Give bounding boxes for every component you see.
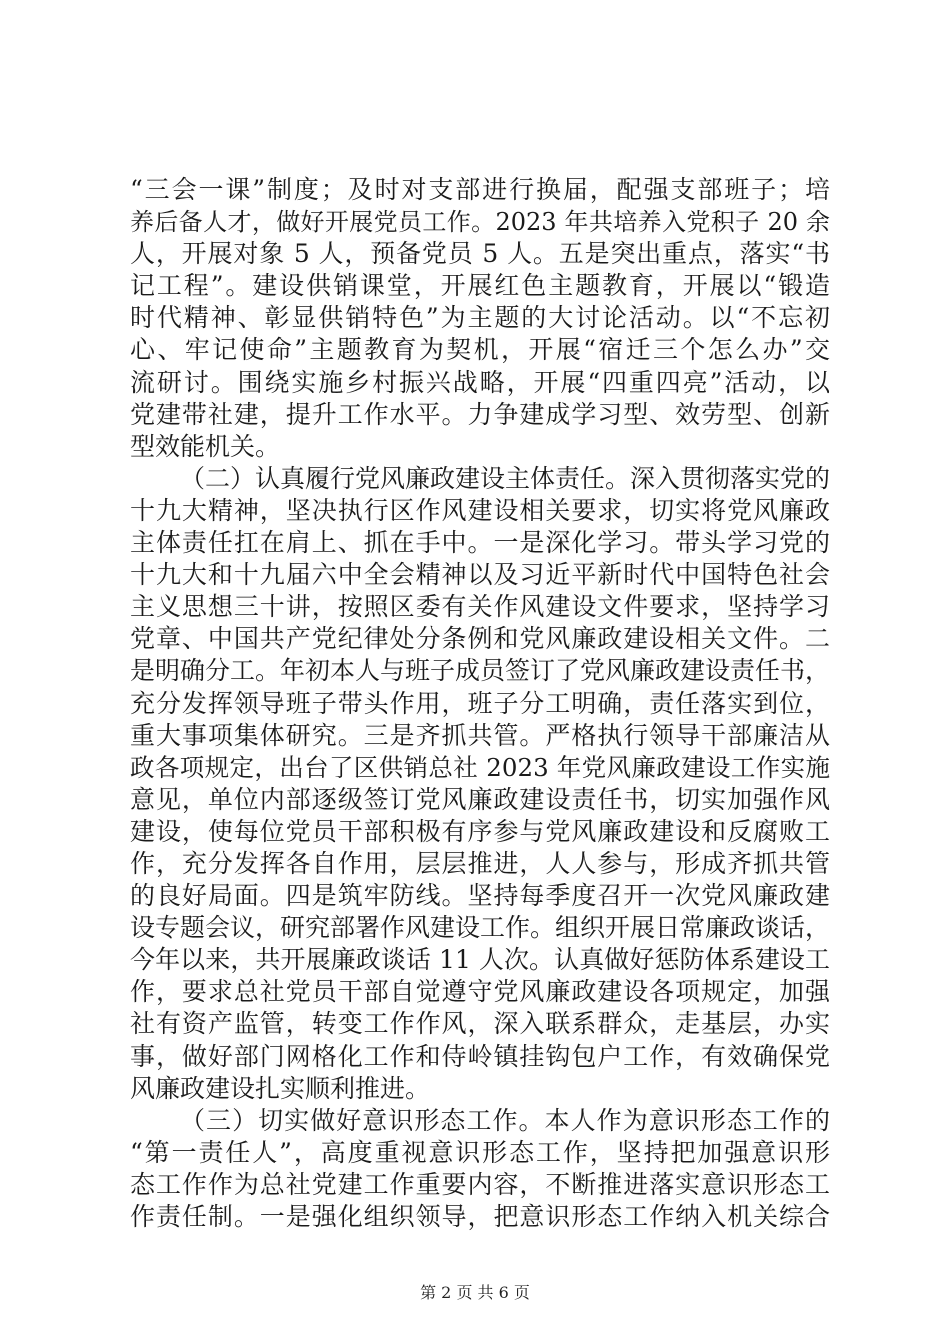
text-line: 记工程”。建设供销课堂，开展红色主题教育，开展以“锻造: [130, 271, 830, 301]
text-line: 党建带社建，提升工作水平。力争建成学习型、效劳型、创新: [130, 399, 830, 429]
text-line: 重大事项集体研究。三是齐抓共管。严格执行领导干部廉洁从: [130, 720, 830, 750]
text-line: 设专题会议，研究部署作风建设工作。组织开展日常廉政谈话，: [130, 913, 831, 943]
text-line: 事，做好部门网格化工作和侍岭镇挂钩包户工作，有效确保党: [130, 1041, 830, 1071]
text-line: “第一责任人”，高度重视意识形态工作，坚持把加强意识形: [130, 1137, 830, 1167]
text-line: 政各项规定，出台了区供销总社 2023 年党风廉政建设工作实施: [130, 752, 830, 782]
text-line: “三会一课”制度；及时对支部进行换届，配强支部班子；培: [130, 175, 830, 204]
paragraph-start-line: （三）切实做好意识形态工作。本人作为意识形态工作的: [180, 1105, 830, 1135]
text-line: 作，充分发挥各自作用，层层推进，人人参与，形成齐抓共管: [130, 848, 830, 878]
text-line: 的良好局面。四是筑牢防线。坚持每季度召开一次党风廉政建: [130, 881, 830, 911]
text-line: 养后备人才，做好开展党员工作。2023 年共培养入党积子 20 余: [130, 208, 830, 237]
paragraph-start-line: （二）认真履行党风廉政建设主体责任。深入贯彻落实党的: [180, 463, 831, 493]
text-line: 作责任制。一是强化组织领导，把意识形态工作纳入机关综合: [130, 1202, 830, 1231]
text-line: 社有资产监管，转变工作作风，深入联系群众，走基层，办实: [130, 1009, 830, 1039]
body-text: [130, 174, 830, 1233]
text-line: 建设，使每位党员干部积极有序参与党风廉政建设和反腐败工: [130, 816, 830, 846]
text-line: 今年以来，共开展廉政谈话 11 人次。认真做好惩防体系建设工: [130, 945, 830, 975]
text-line: 是明确分工。年初本人与班子成员签订了党风廉政建设责任书，: [130, 656, 831, 686]
text-line: 意见，单位内部逐级签订党风廉政建设责任书，切实加强作风: [130, 784, 830, 814]
text-line: 十九大精神，坚决执行区作风建设相关要求，切实将党风廉政: [130, 495, 830, 525]
text-line: 主体责任扛在肩上、抓在手中。一是深化学习。带头学习党的: [130, 528, 830, 558]
text-line: 时代精神、彰显供销特色”为主题的大讨论活动。以“不忘初: [130, 303, 830, 333]
text-line: 作，要求总社党员干部自觉遵守党风廉政建设各项规定，加强: [130, 977, 830, 1007]
text-line: 心、牢记使命”主题教育为契机，开展“宿迁三个怎么办”交: [130, 335, 830, 365]
text-line: 充分发挥领导班子带头作用，班子分工明确，责任落实到位，: [130, 688, 830, 718]
text-line: 态工作作为总社党建工作重要内容，不断推进落实意识形态工: [130, 1169, 830, 1199]
text-line: 风廉政建设扎实顺利推进。: [130, 1073, 431, 1103]
text-line: 流研讨。围绕实施乡村振兴战略，开展“四重四亮”活动，以: [130, 367, 830, 397]
page-number-footer: 第 2 页 共 6 页: [420, 1283, 530, 1302]
text-line: 型效能机关。: [130, 431, 281, 461]
text-line: 人，开展对象 5 人，预备党员 5 人。五是突出重点，落实“书: [130, 239, 830, 269]
text-line: 十九大和十九届六中全会精神以及习近平新时代中国特色社会: [130, 560, 830, 590]
text-line: 党章、中国共产党纪律处分条例和党风廉政建设相关文件。二: [130, 624, 830, 654]
text-line: 主义思想三十讲，按照区委有关作风建设文件要求，坚持学习: [130, 592, 830, 622]
